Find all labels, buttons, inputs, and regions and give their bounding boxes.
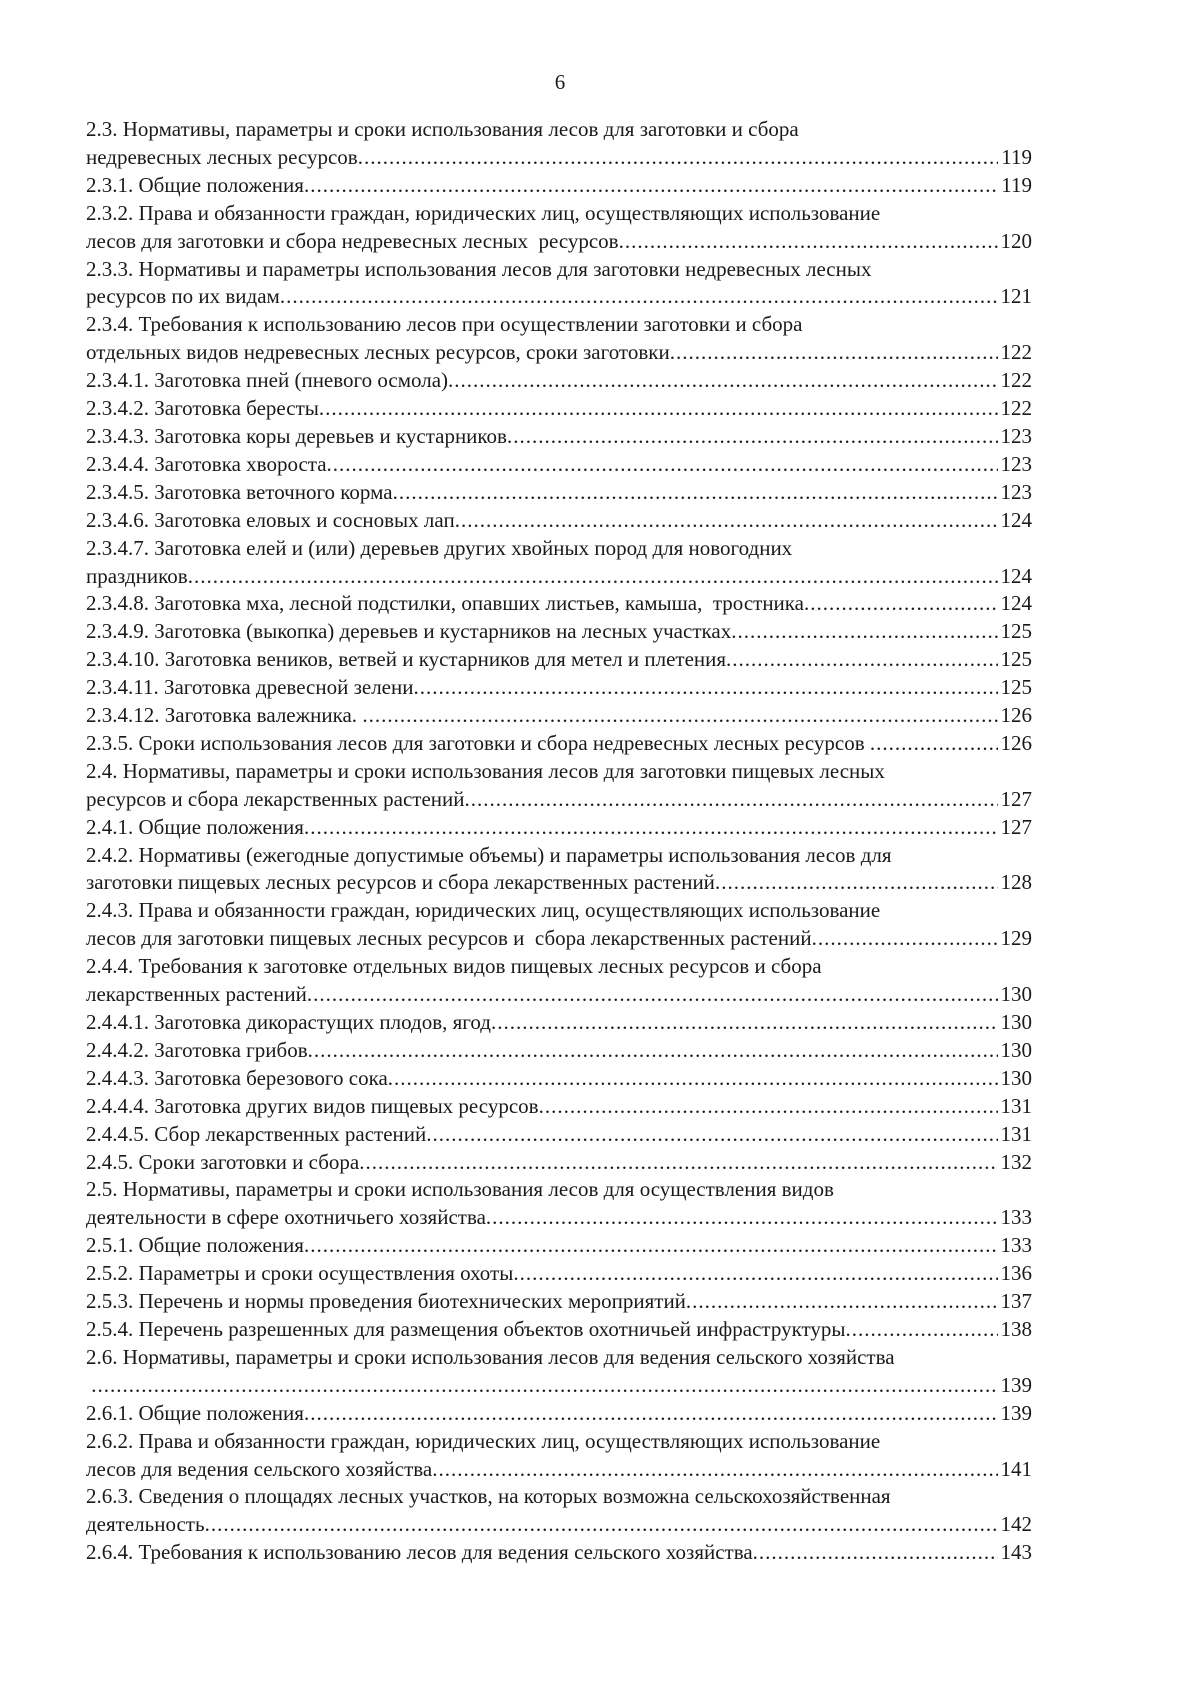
toc-entry-last-line <box>86 1232 1032 1260</box>
dot-leader <box>486 1204 998 1232</box>
toc-entry-page-number: 129 <box>1000 926 1032 951</box>
toc-entry-last-line <box>86 1511 1032 1539</box>
toc-entry-page-number: 123 <box>1000 451 1032 476</box>
toc-entry-title: 2.3.4.1. Заготовка пней (пневого осмола) <box>86 368 449 393</box>
toc-entry-page-number: 120 <box>1000 228 1032 253</box>
toc-entry-title-line: 2.6.3. Сведения о площадях лесных участков, на которых возможна сельскохозяйственная <box>86 1484 891 1509</box>
toc-entry-page-number: 125 <box>1000 675 1032 700</box>
toc-entry <box>86 1009 1032 1037</box>
toc-entry-title: лесов для заготовки пищевых лесных ресурсов и сбора лекарственных растений <box>86 926 812 951</box>
toc-entry <box>86 1232 1032 1260</box>
toc-entry-last-line <box>86 479 1032 507</box>
dot-leader <box>619 228 998 256</box>
toc-entry-last-line <box>86 1149 1032 1177</box>
toc-entry-title-line: 2.4. Нормативы, параметры и сроки использования лесов для заготовки пищевых лесных <box>86 758 885 783</box>
toc-entry-last-line <box>86 228 1032 256</box>
table-of-contents <box>86 116 1032 1567</box>
dot-leader <box>308 1037 998 1065</box>
dot-leader <box>304 1232 998 1260</box>
toc-entry <box>86 1121 1032 1149</box>
toc-entry-last-line <box>86 1093 1032 1121</box>
dot-leader <box>393 479 998 507</box>
dot-leader <box>846 1316 998 1344</box>
toc-entry-title: лесов для заготовки и сбора недревесных лесных ресурсов <box>86 228 619 253</box>
dot-leader <box>870 730 998 758</box>
toc-entry <box>86 1260 1032 1288</box>
toc-entry <box>86 590 1032 618</box>
dot-leader <box>726 646 997 674</box>
toc-entry-last-line <box>86 925 1032 953</box>
toc-entry-last-line <box>86 563 1032 591</box>
toc-entry <box>86 451 1032 479</box>
dot-leader <box>507 423 998 451</box>
toc-entry-page-number: 130 <box>1000 1037 1032 1062</box>
toc-entry-last-line <box>86 590 1032 618</box>
dot-leader <box>448 367 997 395</box>
dot-leader <box>304 172 998 200</box>
toc-entry-last-line <box>86 1372 1032 1400</box>
toc-entry-page-number: 127 <box>1000 814 1032 839</box>
toc-entry <box>86 1483 1032 1539</box>
toc-entry-last-line <box>86 814 1032 842</box>
toc-entry-page-number: 126 <box>1000 730 1032 755</box>
toc-entry-page-number: 131 <box>1000 1093 1032 1118</box>
toc-entry-last-line <box>86 1037 1032 1065</box>
toc-entry-last-line <box>86 1316 1032 1344</box>
dot-leader <box>304 814 998 842</box>
toc-entry-title: лесов для ведения сельского хозяйства <box>86 1456 433 1481</box>
toc-entry-page-number: 124 <box>1000 591 1032 616</box>
toc-entry-page-number: 125 <box>1000 619 1032 644</box>
toc-entry-last-line <box>86 674 1032 702</box>
toc-entry-last-line <box>86 172 1032 200</box>
toc-entry-title-line: 2.3.4.7. Заготовка елей и (или) деревьев других хвойных пород для новогодних <box>86 535 793 560</box>
toc-entry-page-number: 130 <box>1000 1010 1032 1034</box>
dot-leader <box>465 786 998 814</box>
toc-entry <box>86 1539 1032 1567</box>
dot-leader <box>358 144 999 172</box>
toc-entry-title: 2.3.4.11. Заготовка древесной зелени <box>86 675 414 700</box>
toc-entry-last-line <box>86 1400 1032 1428</box>
toc-entry-title: деятельности в сфере охотничьего хозяйства <box>86 1205 486 1230</box>
toc-entry-title: 2.3.1. Общие положения <box>86 172 304 197</box>
page-number: 6 <box>554 70 566 94</box>
toc-entry-last-line <box>86 981 1032 1009</box>
toc-entry-title: 2.3.4.9. Заготовка (выкопка) деревьев и кустарников на лесных участках <box>86 619 732 644</box>
dot-leader <box>205 1511 998 1539</box>
dot-leader <box>753 1539 998 1567</box>
toc-entry <box>86 423 1032 451</box>
toc-entry-title-line: 2.4.3. Права и обязанности граждан, юридических лиц, осуществляющих использование <box>86 898 881 923</box>
toc-entry-page-number: 122 <box>1000 368 1032 393</box>
toc-entry-title: 2.4.5. Сроки заготовки и сбора <box>86 1149 360 1174</box>
toc-entry-last-line <box>86 451 1032 479</box>
toc-entry-title: 2.3.5. Сроки использования лесов для заготовки и сбора недревесных лесных ресурсов <box>86 730 870 755</box>
toc-entry-title: 2.3.4.4. Заготовка хвороста <box>86 451 327 476</box>
toc-entry <box>86 395 1032 423</box>
toc-entry-page-number: 130 <box>1000 982 1032 1007</box>
toc-entry-page-number: 137 <box>1000 1289 1032 1314</box>
toc-entry <box>86 535 1032 591</box>
toc-entry-last-line <box>86 507 1032 535</box>
toc-entry-last-line <box>86 423 1032 451</box>
toc-entry-last-line <box>86 1009 1032 1037</box>
toc-entry-page-number: 128 <box>1000 870 1032 895</box>
toc-entry-title: 2.4.4.1. Заготовка дикорастущих плодов, ягод <box>86 1010 491 1034</box>
toc-entry-title-line: 2.6. Нормативы, параметры и сроки использования лесов для ведения сельского хозяйства <box>86 1344 895 1369</box>
dot-leader <box>327 451 998 479</box>
toc-entry-title: 2.3.4.10. Заготовка веников, ветвей и кустарников для метел и плетения <box>86 647 727 672</box>
toc-entry-last-line <box>86 367 1032 395</box>
toc-entry-title: 2.4.1. Общие положения <box>86 814 304 839</box>
toc-entry-title: 2.3.4.3. Заготовка коры деревьев и кустарников <box>86 423 507 448</box>
toc-entry-page-number: 125 <box>1000 647 1032 672</box>
toc-entry-title: 2.4.4.4. Заготовка других видов пищевых ресурсов <box>86 1093 539 1118</box>
toc-entry-last-line <box>86 786 1032 814</box>
toc-entry-page-number: 122 <box>1000 340 1032 365</box>
dot-leader <box>491 1009 998 1037</box>
toc-entry <box>86 367 1032 395</box>
toc-entry-page-number: 136 <box>1000 1261 1032 1286</box>
toc-entry-page-number: 133 <box>1000 1205 1032 1230</box>
dot-leader <box>359 1149 997 1177</box>
toc-entry-title: 2.5.1. Общие положения <box>86 1233 304 1258</box>
toc-entry-page-number: 131 <box>1000 1121 1032 1146</box>
dot-leader <box>362 702 997 730</box>
toc-entry-title: деятельность <box>86 1512 205 1537</box>
toc-entry-title-line: 2.4.4. Требования к заготовке отдельных видов пищевых лесных ресурсов и сбора <box>86 954 822 979</box>
dot-leader <box>426 1121 997 1149</box>
toc-entry-page-number: 121 <box>1000 284 1032 309</box>
toc-entry-last-line <box>86 1260 1032 1288</box>
toc-entry <box>86 1288 1032 1316</box>
dot-leader <box>455 507 998 535</box>
toc-entry-title: 2.5.4. Перечень разрешенных для размещения объектов охотничьей инфраструктуры <box>86 1316 846 1341</box>
toc-entry-title: недревесных лесных ресурсов <box>86 144 358 169</box>
toc-entry-title-line: 2.6.2. Права и обязанности граждан, юридических лиц, осуществляющих использование <box>86 1428 881 1453</box>
toc-entry-title: 2.4.4.2. Заготовка грибов <box>86 1037 308 1062</box>
toc-entry-last-line <box>86 618 1032 646</box>
toc-entry-page-number: 124 <box>1000 507 1032 532</box>
toc-entry-title: ресурсов и сбора лекарственных растений <box>86 786 465 811</box>
toc-entry <box>86 842 1032 898</box>
toc-entry-title: 2.3.4.2. Заготовка бересты <box>86 396 319 421</box>
dot-leader <box>304 1400 998 1428</box>
toc-entry-last-line <box>86 283 1032 311</box>
toc-entry <box>86 1400 1032 1428</box>
toc-entry-title: 2.6.4. Требования к использованию лесов для ведения сельского хозяйства <box>86 1540 753 1565</box>
dot-leader <box>307 981 998 1009</box>
dot-leader <box>812 925 998 953</box>
toc-entry-title: 2.3.4.6. Заготовка еловых и сосновых лап <box>86 507 455 532</box>
toc-entry-title: 2.3.4.12. Заготовка валежника. <box>86 703 363 728</box>
toc-entry <box>86 1428 1032 1484</box>
toc-entry-last-line <box>86 869 1032 897</box>
toc-entry <box>86 507 1032 535</box>
dot-leader <box>731 618 997 646</box>
toc-entry <box>86 814 1032 842</box>
toc-entry <box>86 730 1032 758</box>
dot-leader <box>670 339 998 367</box>
toc-entry-page-number: 132 <box>1000 1149 1032 1174</box>
toc-entry-title: лекарственных растений <box>86 982 307 1007</box>
toc-entry-page-number: 124 <box>1000 563 1032 588</box>
toc-entry-last-line <box>86 1456 1032 1484</box>
toc-entry-title-line: 2.3.3. Нормативы и параметры использования лесов для заготовки недревесных лесных <box>86 256 872 281</box>
toc-entry-title: 2.5.3. Перечень и нормы проведения биотехнических мероприятий <box>86 1289 686 1314</box>
toc-entry <box>86 479 1032 507</box>
toc-entry-page-number: 141 <box>1000 1456 1032 1481</box>
toc-entry <box>86 116 1032 172</box>
toc-entry-page-number: 127 <box>1000 786 1032 811</box>
toc-entry-last-line <box>86 395 1032 423</box>
toc-entry-title: 2.4.4.3. Заготовка березового сока <box>86 1065 388 1090</box>
toc-entry-page-number: 142 <box>1000 1512 1032 1537</box>
toc-entry <box>86 1065 1032 1093</box>
toc-entry <box>86 1176 1032 1232</box>
toc-entry <box>86 953 1032 1009</box>
toc-entry-page-number: 119 <box>1001 144 1032 169</box>
toc-entry-page-number: 138 <box>1000 1316 1032 1341</box>
toc-entry-page-number: 139 <box>1000 1400 1032 1425</box>
toc-entry-last-line <box>86 730 1032 758</box>
toc-entry-title: 2.6.1. Общие положения <box>86 1400 304 1425</box>
toc-entry-last-line <box>86 1121 1032 1149</box>
dot-leader <box>804 590 998 618</box>
toc-entry-page-number: 123 <box>1000 479 1032 504</box>
toc-entry-title-line: 2.4.2. Нормативы (ежегодные допустимые объемы) и параметры использования лесов для <box>86 842 892 867</box>
toc-entry-title: праздников <box>86 563 188 588</box>
dot-leader <box>513 1260 997 1288</box>
dot-leader <box>388 1065 998 1093</box>
toc-entry-title-line: 2.3.4. Требования к использованию лесов при осуществлении заготовки и сбора <box>86 312 803 337</box>
toc-entry-page-number: 123 <box>1000 423 1032 448</box>
toc-entry-title: 2.5.2. Параметры и сроки осуществления охоты <box>86 1261 514 1286</box>
dot-leader <box>686 1288 998 1316</box>
toc-entry-last-line <box>86 1288 1032 1316</box>
toc-entry <box>86 311 1032 367</box>
dot-leader <box>539 1093 998 1121</box>
dot-leader <box>91 1372 997 1400</box>
toc-entry <box>86 702 1032 730</box>
toc-entry <box>86 200 1032 256</box>
toc-entry <box>86 897 1032 953</box>
toc-entry-title: 2.3.4.5. Заготовка веточного корма <box>86 479 393 504</box>
toc-entry <box>86 646 1032 674</box>
toc-entry-last-line <box>86 1065 1032 1093</box>
toc-entry <box>86 618 1032 646</box>
toc-entry-page-number: 133 <box>1000 1233 1032 1258</box>
toc-entry-page-number: 119 <box>1001 172 1032 197</box>
toc-entry <box>86 1149 1032 1177</box>
toc-entry-page-number: 126 <box>1000 703 1032 728</box>
toc-entry-last-line <box>86 702 1032 730</box>
toc-entry-title: 2.4.4.5. Сбор лекарственных растений <box>86 1121 427 1146</box>
dot-leader <box>280 283 998 311</box>
toc-entry-last-line <box>86 1204 1032 1232</box>
toc-entry <box>86 256 1032 312</box>
toc-entry <box>86 1344 1032 1400</box>
toc-entry-title-line: 2.3.2. Права и обязанности граждан, юридических лиц, осуществляющих использование <box>86 200 881 225</box>
dot-leader <box>188 563 998 591</box>
dot-leader <box>319 395 998 423</box>
toc-entry <box>86 1316 1032 1344</box>
toc-entry <box>86 758 1032 814</box>
toc-entry-page-number: 130 <box>1000 1065 1032 1090</box>
dot-leader <box>413 674 997 702</box>
toc-entry <box>86 674 1032 702</box>
dot-leader <box>432 1456 997 1484</box>
toc-entry-page-number: 122 <box>1000 396 1032 421</box>
toc-entry-last-line <box>86 144 1032 172</box>
toc-entry <box>86 172 1032 200</box>
toc-entry-last-line <box>86 1539 1032 1567</box>
toc-entry-last-line <box>86 646 1032 674</box>
toc-entry-title: ресурсов по их видам <box>86 284 280 309</box>
toc-entry-title: 2.3.4.8. Заготовка мха, лесной подстилки, опавших листьев, камыша, тростника <box>86 591 804 616</box>
toc-entry-title: заготовки пищевых лесных ресурсов и сбора лекарственных растений <box>86 870 715 895</box>
toc-entry <box>86 1093 1032 1121</box>
toc-entry-title-line: 2.3. Нормативы, параметры и сроки использования лесов для заготовки и сбора <box>86 117 799 141</box>
toc-entry <box>86 1037 1032 1065</box>
toc-entry-page-number: 139 <box>1000 1372 1032 1397</box>
toc-entry-page-number: 143 <box>1000 1540 1032 1565</box>
toc-entry-title-line: 2.5. Нормативы, параметры и сроки использования лесов для осуществления видов <box>86 1177 834 1202</box>
toc-entry-title: отдельных видов недревесных лесных ресурсов, сроки заготовки <box>86 340 670 365</box>
toc-entry-last-line <box>86 339 1032 367</box>
dot-leader <box>715 869 998 897</box>
